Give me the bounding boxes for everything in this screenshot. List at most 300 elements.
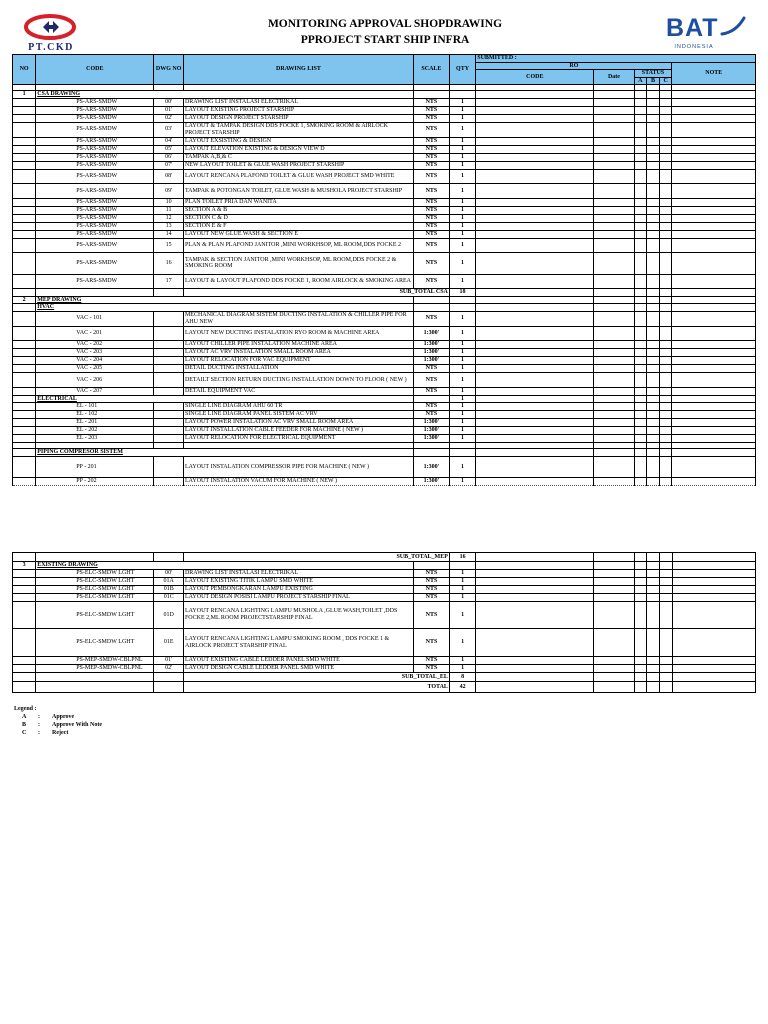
table-row	[13, 456, 756, 477]
scale-cell	[414, 562, 450, 570]
drawing-title-cell: LAYOUT INSTALATION COMPRESSOR PIPE FOR MACHINE ( NEW )	[183, 456, 413, 477]
status-b-cell	[647, 238, 660, 253]
row-no-cell	[13, 553, 36, 562]
note-cell	[672, 365, 756, 373]
submitted-code-cell	[476, 593, 594, 601]
section-no-cell	[13, 304, 36, 312]
scale-cell: NTS	[413, 403, 449, 411]
drawing-code-cell: PS-ELC-SMDW LGHT	[36, 593, 154, 601]
col-header-status-b: B	[647, 77, 660, 85]
submitted-code-cell	[476, 153, 594, 161]
drawing-title-cell: MECHANICAL DIAGRAM SISTEM DUCTING INSTALATION & CHILLER PIPE FOR AHU NEW	[183, 311, 413, 326]
submitted-code-cell	[476, 253, 594, 274]
drawing-title-cell: SINGLE LINE DIAGRAM PANEL SISTEM AC VRV	[183, 411, 413, 419]
dwg-no-cell	[154, 427, 184, 435]
drawing-code-cell: VAC - 206	[36, 373, 154, 388]
submitted-date-cell	[594, 114, 634, 122]
drawing-title-cell: DETAILT SECTION RETURN DUCTING INSTALLATION DOWN TO FLOOR ( NEW )	[183, 373, 413, 388]
submitted-date-cell	[594, 569, 634, 577]
status-c-cell	[659, 198, 672, 206]
subtotal-qty-cell: 18	[449, 289, 475, 297]
row-no-cell	[13, 411, 36, 419]
dwg-no-cell: 16	[154, 253, 184, 274]
table-row	[13, 153, 756, 161]
bat-logo	[662, 12, 750, 54]
note-cell	[672, 682, 755, 693]
submitted-code-cell	[476, 395, 594, 403]
submitted-code-cell	[476, 365, 594, 373]
legend-item	[14, 713, 102, 721]
status-c-cell	[659, 289, 672, 297]
drawing-list-table	[12, 54, 756, 486]
table-row	[13, 629, 756, 657]
qty-cell: 1	[449, 629, 475, 657]
note-cell	[672, 253, 756, 274]
table-row	[13, 349, 756, 357]
note-cell	[672, 222, 756, 230]
submitted-date-cell	[594, 403, 634, 411]
submitted-code-cell	[476, 161, 594, 169]
status-b-cell	[647, 553, 660, 562]
status-a-cell	[634, 456, 647, 477]
dwg-no-cell: 06'	[154, 153, 184, 161]
scale-cell: NTS	[413, 169, 449, 184]
note-cell	[672, 145, 756, 153]
submitted-date-cell	[594, 161, 634, 169]
status-c-cell	[659, 411, 672, 419]
bat-logo-word: BAT	[666, 14, 719, 42]
scale-cell: 1:300'	[413, 435, 449, 443]
scale-cell: 1:300'	[413, 341, 449, 349]
submitted-code-cell	[476, 657, 594, 665]
status-c-cell	[659, 349, 672, 357]
status-b-cell	[647, 326, 660, 341]
drawing-title-cell: LAYOUT & TAMPAK DESIGN DDS FOCKE 1, SMOKING ROOM & AIRLOCK PROJECT STARSHIP	[183, 122, 413, 137]
status-b-cell	[647, 304, 660, 312]
drawing-title-cell: LAYOUT & LAYOUT PLAFOND DDS FOCKE 1, ROOM AIRLOCK & SMOKING AREA	[183, 274, 413, 289]
legend-title: Legend :	[14, 706, 37, 712]
note-cell	[672, 456, 756, 477]
submitted-code-cell	[476, 585, 594, 593]
qty-cell: 1	[449, 365, 475, 373]
note-cell	[672, 311, 756, 326]
submitted-code-cell	[476, 341, 594, 349]
scale-cell: 1:300'	[413, 326, 449, 341]
note-cell	[672, 106, 756, 114]
row-no-cell	[13, 153, 36, 161]
drawing-code-cell: VAC - 205	[36, 365, 154, 373]
status-b-cell	[647, 296, 660, 304]
status-c-cell	[659, 91, 672, 99]
dwg-no-cell	[154, 311, 184, 326]
table-row	[13, 122, 756, 137]
dwg-no-cell: 12	[154, 214, 184, 222]
status-b-cell	[647, 569, 660, 577]
table-row	[13, 253, 756, 274]
submitted-code-cell	[476, 456, 594, 477]
submitted-code-cell	[476, 562, 594, 570]
note-cell	[672, 427, 756, 435]
row-no-cell	[13, 357, 36, 365]
qty-cell: 1	[449, 478, 475, 486]
note-cell	[672, 387, 756, 395]
drawing-code-cell: PS-ARS-SMDW	[36, 238, 154, 253]
dwg-no-cell	[154, 673, 184, 682]
legend-label: Approve With Note	[52, 722, 103, 728]
scale-cell: NTS	[413, 98, 449, 106]
qty-cell	[449, 296, 475, 304]
scale-cell: 1:300'	[413, 478, 449, 486]
submitted-date-cell	[594, 562, 634, 570]
submitted-date-cell	[594, 341, 634, 349]
submitted-code-cell	[476, 137, 594, 145]
status-a-cell	[634, 411, 647, 419]
qty-cell: 1	[449, 419, 475, 427]
submitted-code-cell	[476, 403, 594, 411]
row-no-cell	[13, 349, 36, 357]
note-cell	[672, 198, 756, 206]
submitted-date-cell	[594, 153, 634, 161]
note-cell	[672, 553, 755, 562]
status-a-cell	[634, 153, 647, 161]
table-row	[13, 184, 756, 199]
document-title	[190, 16, 580, 48]
drawing-title-cell: LAYOUT POWER INSTALATION AC VRV SMALL ROOM AREA	[183, 419, 413, 427]
status-b-cell	[647, 214, 660, 222]
submitted-date-cell	[594, 222, 634, 230]
dwg-no-cell	[154, 456, 184, 477]
status-c-cell	[659, 122, 672, 137]
drawing-code-cell: PS-ARS-SMDW	[36, 137, 154, 145]
status-b-cell	[647, 253, 660, 274]
note-cell	[672, 341, 756, 349]
row-no-cell	[13, 682, 36, 693]
table-row	[13, 435, 756, 443]
table-row	[13, 427, 756, 435]
drawing-code-cell: EL - 201	[36, 419, 154, 427]
submitted-code-cell	[476, 682, 594, 693]
dwg-no-cell	[154, 478, 184, 486]
drawing-code-cell: PS-ARS-SMDW	[36, 184, 154, 199]
table-row	[13, 373, 756, 388]
company-name: PT.CKD	[28, 42, 74, 53]
row-no-cell	[13, 98, 36, 106]
drawing-code-cell: PS-MEP-SMDW-CBLPNL	[36, 657, 154, 665]
table-row	[13, 601, 756, 629]
status-b-cell	[647, 373, 660, 388]
row-no-cell	[13, 206, 36, 214]
note-cell	[672, 304, 756, 312]
submitted-code-cell	[476, 311, 594, 326]
scale-cell	[413, 395, 449, 403]
submitted-date-cell	[594, 184, 634, 199]
row-no-cell	[13, 253, 36, 274]
row-no-cell	[13, 184, 36, 199]
submitted-code-cell	[476, 296, 594, 304]
dwg-no-cell	[154, 341, 184, 349]
submitted-code-cell	[476, 214, 594, 222]
status-c-cell	[659, 153, 672, 161]
drawing-title-cell: LAYOUT DESIGN POSISI LAMPU PROJECT STARSHIP FINAL	[183, 593, 413, 601]
col-header-code: CODE	[36, 55, 154, 85]
section-title-cell: MEP DRAWING	[36, 296, 414, 304]
table-row	[13, 274, 756, 289]
scale-cell: NTS	[413, 373, 449, 388]
dwg-no-cell: 04'	[154, 137, 184, 145]
legend-label: Approve	[52, 714, 75, 720]
submitted-code-cell	[476, 114, 594, 122]
submitted-date-cell	[594, 629, 634, 657]
submitted-code-cell	[476, 419, 594, 427]
status-a-cell	[634, 577, 647, 585]
qty-cell: 1	[449, 341, 475, 349]
drawing-code-cell: PS-ELC-SMDW LGHT	[36, 629, 154, 657]
dwg-no-cell: 01E	[154, 629, 184, 657]
drawing-title-cell: TAMPAK & SECTION JANITOR ,MINI WORKHSOP, ML ROOM,DDS FOCKE 2 & SMOKING ROOM	[183, 253, 413, 274]
dwg-no-cell	[154, 357, 184, 365]
status-c-cell	[659, 562, 672, 570]
status-c-cell	[659, 296, 672, 304]
qty-cell: 1	[449, 585, 475, 593]
scale-cell: 1:300'	[413, 357, 449, 365]
subtotal-mep-row	[13, 553, 756, 562]
status-b-cell	[647, 206, 660, 214]
table-row	[13, 569, 756, 577]
drawing-title-cell: SECTION E & F	[183, 222, 413, 230]
row-no-cell	[13, 585, 36, 593]
col-header-no: NO	[13, 55, 36, 85]
submitted-code-cell	[476, 222, 594, 230]
submitted-code-cell	[476, 673, 594, 682]
scale-cell: NTS	[413, 274, 449, 289]
status-a-cell	[634, 673, 647, 682]
scale-cell: NTS	[413, 184, 449, 199]
submitted-code-cell	[476, 91, 594, 99]
drawing-code-cell: PS-ARS-SMDW	[36, 161, 154, 169]
submitted-code-cell	[476, 553, 594, 562]
qty-cell	[449, 562, 475, 570]
note-cell	[672, 357, 756, 365]
status-c-cell	[659, 238, 672, 253]
drawing-title-cell: SINGLE LINE DIAGRAM AHU 60 TR	[183, 403, 413, 411]
dwg-no-cell: 08'	[154, 169, 184, 184]
drawing-code-cell: VAC - 101	[36, 311, 154, 326]
qty-cell: 1	[449, 122, 475, 137]
scale-cell	[413, 91, 449, 99]
row-no-cell	[13, 137, 36, 145]
note-cell	[672, 161, 756, 169]
dwg-no-cell: 17	[154, 274, 184, 289]
qty-cell	[449, 304, 475, 312]
qty-cell: 1	[449, 253, 475, 274]
drawing-code-cell: PS-ARS-SMDW	[36, 122, 154, 137]
status-a-cell	[634, 98, 647, 106]
status-c-cell	[659, 184, 672, 199]
title-line-1: MONITORING APPROVAL SHOPDRAWING	[267, 18, 503, 30]
row-no-cell	[13, 169, 36, 184]
note-cell	[672, 230, 756, 238]
subsection-electrical-title	[13, 395, 756, 403]
note-cell	[672, 419, 756, 427]
qty-cell: 1	[449, 577, 475, 585]
scale-cell: 1:300'	[413, 419, 449, 427]
legend-item	[14, 729, 102, 737]
status-a-cell	[634, 222, 647, 230]
submitted-date-cell	[594, 395, 634, 403]
note-cell	[672, 435, 756, 443]
row-no-cell	[13, 373, 36, 388]
qty-cell: 1	[449, 395, 475, 403]
bat-logo-sub: INDONESIA	[674, 44, 714, 50]
drawing-code-cell: PS-ELC-SMDW LGHT	[36, 577, 154, 585]
status-b-cell	[647, 449, 660, 457]
scale-cell: NTS	[413, 365, 449, 373]
drawing-title-cell: DETAIL EQUIPMENT VAC	[183, 387, 413, 395]
note-cell	[672, 274, 756, 289]
table-row	[13, 665, 756, 673]
submitted-date-cell	[594, 427, 634, 435]
status-a-cell	[634, 585, 647, 593]
qty-cell: 1	[449, 169, 475, 184]
submitted-date-cell	[594, 289, 634, 297]
row-no-cell	[13, 230, 36, 238]
table-row	[13, 206, 756, 214]
dwg-no-cell: 01C	[154, 593, 184, 601]
submitted-date-cell	[594, 673, 634, 682]
qty-cell: 1	[449, 274, 475, 289]
table-row	[13, 387, 756, 395]
status-b-cell	[647, 91, 660, 99]
row-no-cell	[13, 198, 36, 206]
row-no-cell	[13, 569, 36, 577]
note-cell	[672, 657, 755, 665]
section-title-cell: CSA DRAWING	[36, 91, 414, 99]
status-a-cell	[634, 387, 647, 395]
note-cell	[672, 403, 756, 411]
submitted-date-cell	[594, 230, 634, 238]
drawing-code-cell: PS-ARS-SMDW	[36, 145, 154, 153]
status-a-cell	[634, 169, 647, 184]
status-b-cell	[647, 184, 660, 199]
row-no-cell	[13, 419, 36, 427]
drawing-code-cell	[36, 682, 154, 693]
row-no-cell	[13, 665, 36, 673]
submitted-date-cell	[594, 373, 634, 388]
row-no-cell	[13, 341, 36, 349]
submitted-code-cell	[476, 629, 594, 657]
table-row	[13, 357, 756, 365]
status-a-cell	[634, 435, 647, 443]
note-cell	[672, 569, 755, 577]
section-no-cell: 2	[13, 296, 36, 304]
qty-cell: 1	[449, 427, 475, 435]
col-header-submitted: SUBMITTED :	[476, 55, 756, 63]
row-no-cell	[13, 435, 36, 443]
status-c-cell	[659, 449, 672, 457]
legend-key: A	[22, 714, 27, 720]
status-b-cell	[647, 153, 660, 161]
legend-key: B	[22, 722, 27, 728]
submitted-date-cell	[594, 274, 634, 289]
dwg-no-cell	[154, 387, 184, 395]
submitted-code-cell	[476, 569, 594, 577]
submitted-date-cell	[594, 365, 634, 373]
submitted-date-cell	[594, 122, 634, 137]
qty-cell: 1	[449, 106, 475, 114]
col-header-status: STATUS	[634, 70, 672, 78]
row-no-cell	[13, 289, 36, 297]
status-c-cell	[659, 373, 672, 388]
dwg-no-cell	[154, 553, 184, 562]
drawing-title-cell: LAYOUT DESIGN PROJECT STARSHIP	[183, 114, 413, 122]
qty-cell: 1	[449, 593, 475, 601]
drawing-title-cell: LAYOUT AC VRV INSTALATION SMALL ROOM AREA	[183, 349, 413, 357]
drawing-title-cell: LAYOUT EXSISTING & DESIGN	[183, 137, 413, 145]
submitted-date-cell	[594, 577, 634, 585]
col-header-dwg-no: DWG NO	[154, 55, 184, 85]
dwg-no-cell: 02'	[154, 114, 184, 122]
subtotal-label-cell: SUB_TOTAL_EL	[183, 673, 449, 682]
status-b-cell	[647, 682, 660, 693]
qty-cell: 1	[449, 411, 475, 419]
scale-cell	[413, 296, 449, 304]
scale-cell: NTS	[413, 411, 449, 419]
dwg-no-cell	[154, 403, 184, 411]
row-no-cell	[13, 122, 36, 137]
row-no-cell	[13, 214, 36, 222]
submitted-date-cell	[594, 665, 634, 673]
submitted-code-cell	[476, 326, 594, 341]
submitted-code-cell	[476, 349, 594, 357]
subtotal-qty-cell: 8	[449, 673, 475, 682]
note-cell	[672, 326, 756, 341]
drawing-title-cell: TAMPAK A,B,& C	[183, 153, 413, 161]
section-title-cell: HVAC	[36, 304, 414, 312]
table-row	[13, 145, 756, 153]
drawing-code-cell	[36, 289, 154, 297]
row-no-cell	[13, 601, 36, 629]
qty-cell: 1	[449, 456, 475, 477]
status-c-cell	[659, 206, 672, 214]
drawing-code-cell: PS-ARS-SMDW	[36, 253, 154, 274]
status-b-cell	[647, 122, 660, 137]
drawing-code-cell: EL - 101	[36, 403, 154, 411]
row-no-cell	[13, 673, 36, 682]
submitted-date-cell	[594, 214, 634, 222]
status-a-cell	[634, 449, 647, 457]
status-b-cell	[647, 478, 660, 486]
drawing-code-cell: PP - 202	[36, 478, 154, 486]
scale-cell: NTS	[413, 198, 449, 206]
qty-cell: 1	[449, 326, 475, 341]
submitted-date-cell	[594, 682, 634, 693]
status-c-cell	[659, 569, 672, 577]
status-a-cell	[634, 122, 647, 137]
subtotal-el-row	[13, 673, 756, 682]
submitted-code-cell	[476, 411, 594, 419]
table-row	[13, 114, 756, 122]
status-c-cell	[659, 145, 672, 153]
drawing-code-cell: PS-ARS-SMDW	[36, 274, 154, 289]
status-a-cell	[634, 601, 647, 629]
qty-cell: 1	[449, 114, 475, 122]
submitted-code-cell	[476, 435, 594, 443]
subtotal-qty-cell: 42	[449, 682, 475, 693]
status-a-cell	[634, 206, 647, 214]
drawing-code-cell: PS-ARS-SMDW	[36, 214, 154, 222]
status-c-cell	[659, 435, 672, 443]
drawing-code-cell: PS-ARS-SMDW	[36, 198, 154, 206]
